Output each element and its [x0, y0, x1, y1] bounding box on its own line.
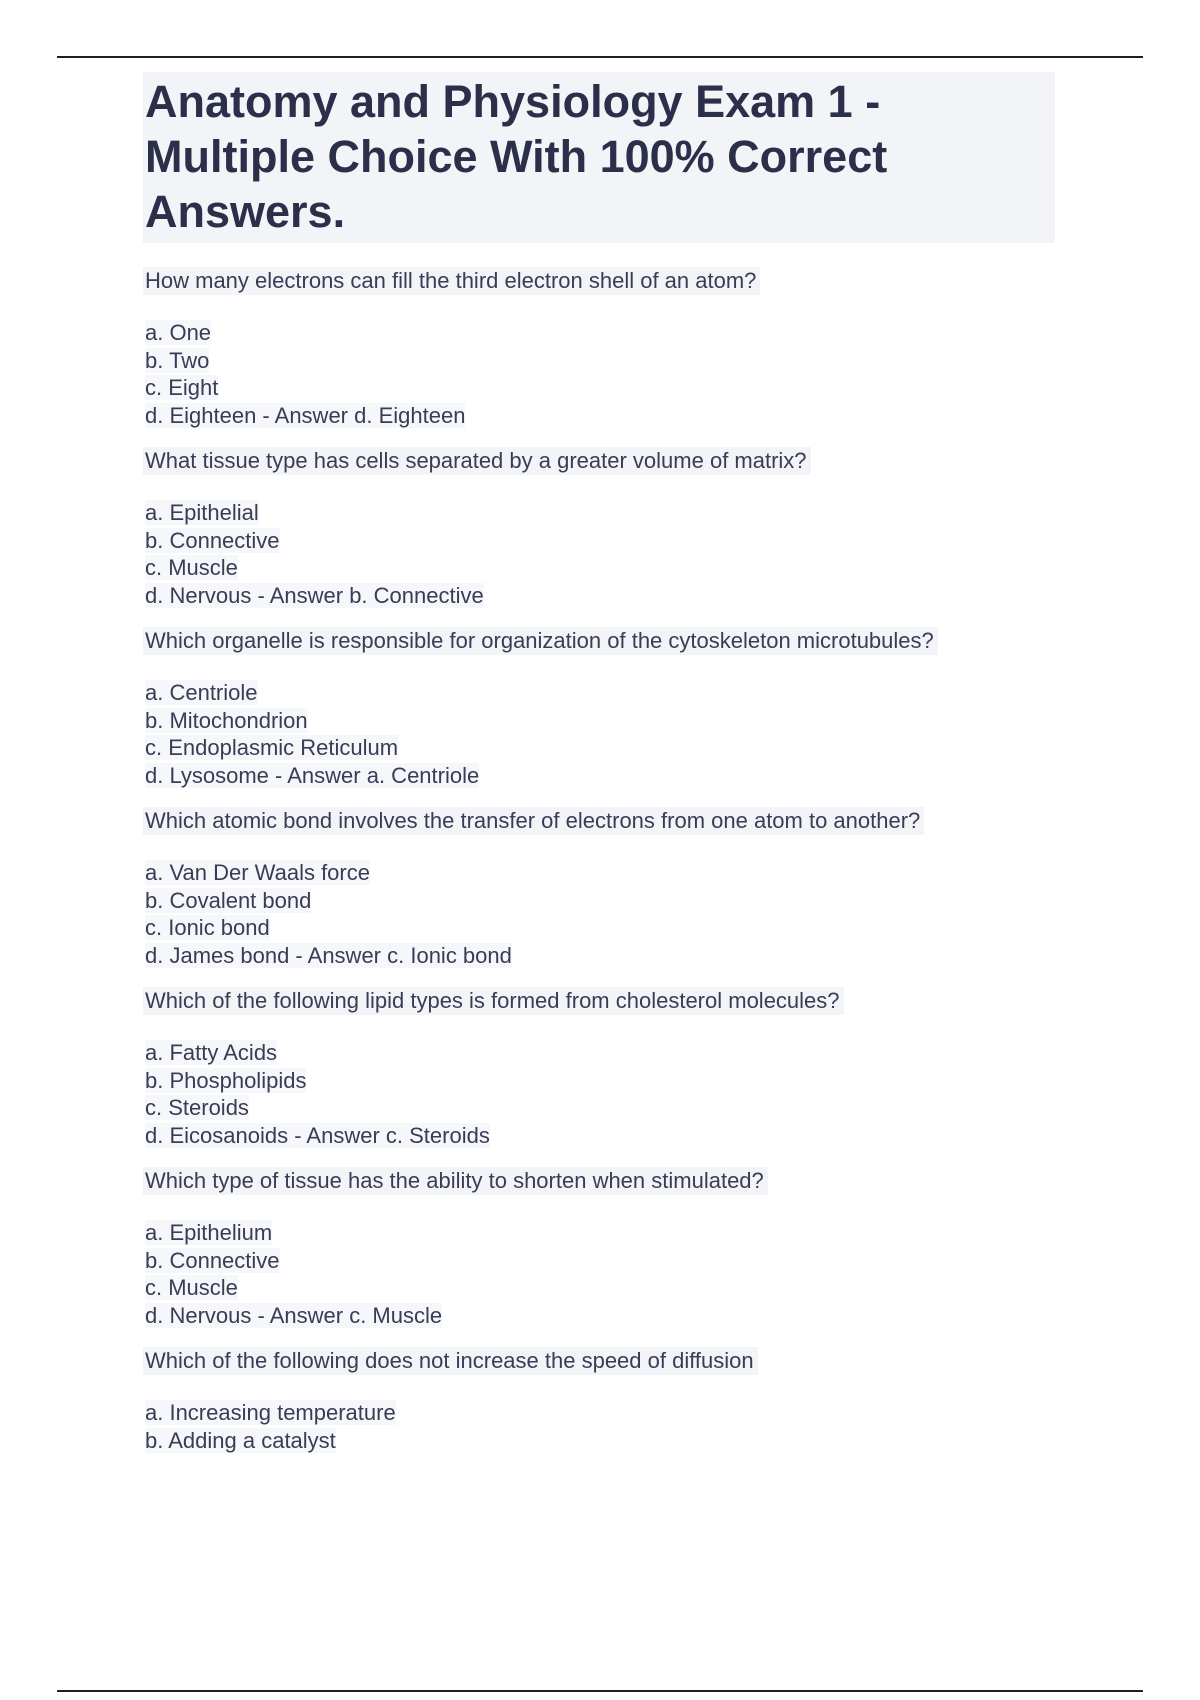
question-block-5 — [145, 987, 1055, 1149]
option-item: c. Endoplasmic Reticulum — [145, 735, 399, 760]
option-item: b. Two — [145, 347, 210, 373]
bottom-rule — [57, 1690, 1143, 1692]
option-item: b. Covalent bond — [145, 887, 312, 913]
option-item: c. Steroids — [145, 1095, 249, 1120]
option-item: b. Connective — [145, 1247, 280, 1273]
option-item: b. Phospholipids — [145, 1067, 307, 1093]
option-item: c. Muscle — [145, 1275, 238, 1300]
option-item: b. Adding a catalyst — [145, 1427, 336, 1453]
option-item: a. Increasing temperature — [145, 1400, 396, 1425]
question-block-7 — [145, 1347, 1055, 1454]
option-item: d. James bond - Answer c. Ionic bond — [145, 942, 512, 968]
option-item: c. Eight — [145, 375, 219, 400]
option-item: d. Eighteen - Answer d. Eighteen — [145, 402, 466, 428]
option-item: a. Epithelium — [145, 1220, 273, 1245]
options-list — [145, 1039, 1055, 1149]
options-list — [145, 859, 1055, 969]
question-block-1 — [145, 267, 1055, 429]
document-body — [145, 72, 1055, 1454]
option-item: a. Epithelial — [145, 500, 259, 525]
question-text: Which type of tissue has the ability to shorten when stimulated? — [143, 1167, 768, 1195]
title-block — [143, 72, 1055, 243]
option-item: a. One — [145, 320, 212, 345]
question-text: How many electrons can fill the third electron shell of an atom? — [143, 267, 760, 295]
question-block-2 — [145, 447, 1055, 609]
options-list — [145, 679, 1055, 789]
option-item: d. Lysosome - Answer a. Centriole — [145, 762, 480, 788]
option-item: d. Eicosanoids - Answer c. Steroids — [145, 1122, 490, 1148]
option-item: b. Mitochondrion — [145, 707, 308, 733]
question-block-4 — [145, 807, 1055, 969]
option-item: a. Fatty Acids — [145, 1040, 278, 1065]
options-list — [145, 1219, 1055, 1329]
option-item: c. Muscle — [145, 555, 238, 580]
option-item: a. Centriole — [145, 680, 258, 705]
question-text: Which organelle is responsible for organization of the cytoskeleton microtubules? — [143, 627, 938, 655]
option-item: b. Connective — [145, 527, 280, 553]
options-list — [145, 319, 1055, 429]
option-item: d. Nervous - Answer b. Connective — [145, 582, 484, 608]
options-list — [145, 499, 1055, 609]
option-item: a. Van Der Waals force — [145, 860, 370, 885]
document-title: Anatomy and Physiology Exam 1 - Multiple Choice With 100% Correct Answers. — [145, 76, 888, 237]
question-block-6 — [145, 1167, 1055, 1329]
options-list — [145, 1399, 1055, 1454]
option-item: d. Nervous - Answer c. Muscle — [145, 1302, 443, 1328]
question-block-3 — [145, 627, 1055, 789]
question-text: Which atomic bond involves the transfer of electrons from one atom to another? — [143, 807, 924, 835]
question-text: Which of the following lipid types is formed from cholesterol molecules? — [143, 987, 844, 1015]
question-text: Which of the following does not increase the speed of diffusion — [143, 1347, 758, 1375]
question-text: What tissue type has cells separated by a greater volume of matrix? — [143, 447, 811, 475]
top-rule — [57, 56, 1143, 58]
option-item: c. Ionic bond — [145, 915, 270, 940]
